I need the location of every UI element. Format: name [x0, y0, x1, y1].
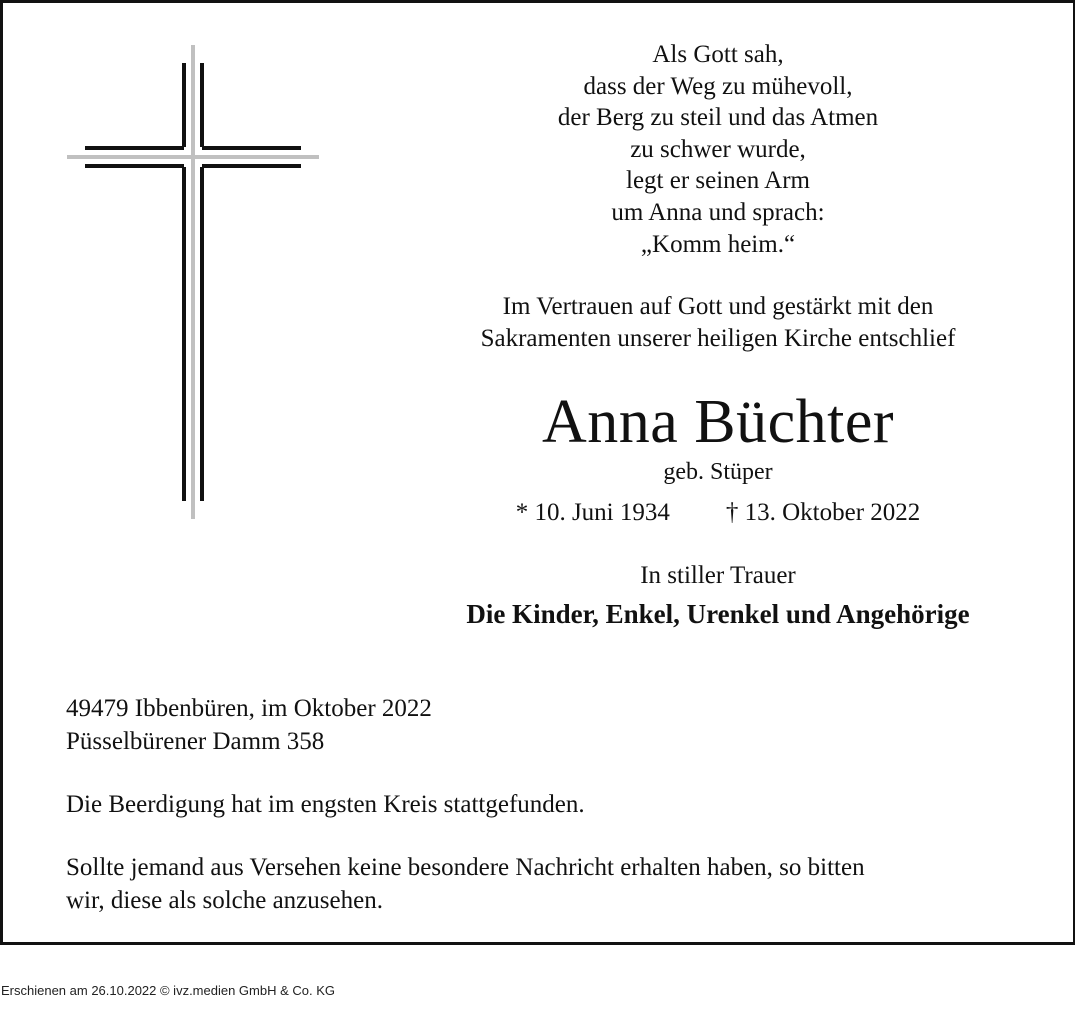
closing-line: wir, diese als solche anzusehen. [66, 886, 383, 914]
life-dates [403, 497, 1033, 529]
deceased-name: Anna Büchter [541, 388, 895, 456]
intro-line: Sakramenten unserer heiligen Kirche entschlief [480, 325, 956, 352]
address-line: Püsselbürener Damm 358 [66, 727, 325, 755]
death-date: † 13. Oktober 2022 [725, 499, 921, 526]
publication-footer: Erschienen am 26.10.2022 © ivz.medien GmbH & Co. KG [1, 983, 336, 998]
poem-line: legt er seinen Arm [626, 167, 810, 195]
mourners: Die Kinder, Enkel, Urenkel und Angehörige [466, 599, 970, 629]
poem-line: dass der Weg zu mühevoll, [583, 72, 853, 100]
closing-line: Sollte jemand aus Versehen keine besondere Nachricht erhalten haben, so bitten [66, 854, 865, 881]
intro-text [403, 291, 1033, 355]
mourning-line: In stiller Trauer [640, 562, 796, 589]
address [66, 693, 1046, 758]
cross-icon [65, 45, 321, 521]
birth-date: * 10. Juni 1934 [515, 499, 670, 526]
poem-line: zu schwer wurde, [630, 135, 806, 163]
poem-line: Als Gott sah, [652, 41, 784, 68]
maiden-name: geb. Stüper [663, 459, 773, 485]
poem [403, 39, 1033, 260]
poem-line: der Berg zu steil und das Atmen [557, 104, 879, 132]
poem-line: „Komm heim.“ [640, 230, 796, 258]
address-line: 49479 Ibbenbüren, im Oktober 2022 [66, 695, 432, 722]
intro-line: Im Vertrauen auf Gott und gestärkt mit den [502, 293, 934, 320]
funeral-note: Die Beerdigung hat im engsten Kreis stattgefunden. [66, 791, 585, 818]
closing-note [66, 852, 1046, 917]
poem-line: um Anna und sprach: [611, 198, 825, 226]
